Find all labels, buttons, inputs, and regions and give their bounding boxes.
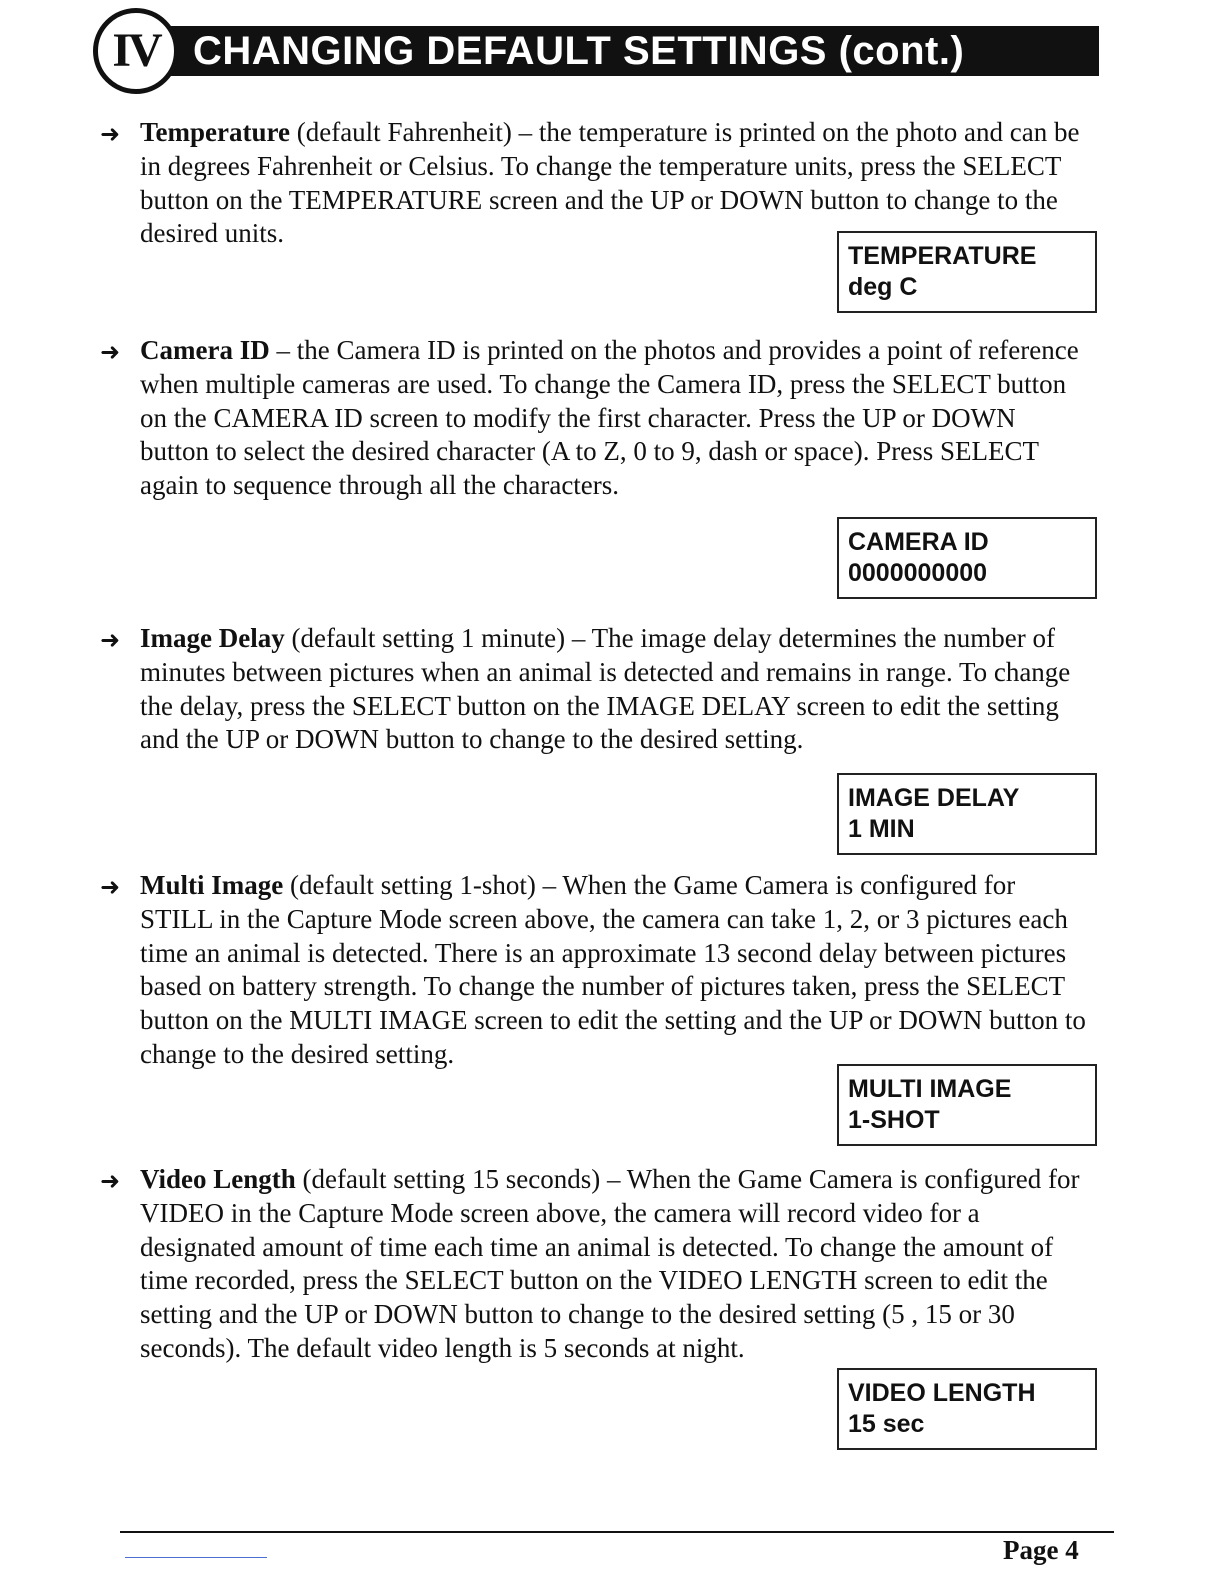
setting-text: – the Camera ID is printed on the photos and provides a point of reference when multiple cameras are used. To change the Camera ID, press the SELECT button on the CAMERA ID screen to modify the first character. Press the UP or DOWN button to select the desired character (A to Z, 0 to 9, dash or space). Press SELECT again to sequence through all the characters.	[140, 335, 1079, 501]
lcd-line-2: 15 sec	[848, 1410, 925, 1438]
setting-description	[100, 622, 1090, 757]
setting-section-image-delay	[100, 622, 1090, 757]
lcd-line-1: CAMERA ID	[848, 528, 989, 556]
arrow-right-icon: ➜	[100, 626, 121, 654]
footer-divider	[120, 1531, 1114, 1533]
setting-section-video-length	[100, 1163, 1090, 1366]
lcd-display-multi-image	[837, 1064, 1097, 1146]
setting-term: Multi Image	[140, 870, 284, 900]
lcd-display-camera-id	[837, 517, 1097, 599]
arrow-right-icon: ➜	[100, 120, 121, 148]
footer-link-underline	[125, 1557, 267, 1558]
lcd-line-1: IMAGE DELAY	[848, 784, 1020, 812]
page-title: CHANGING DEFAULT SETTINGS (cont.)	[143, 26, 1099, 76]
lcd-line-1: TEMPERATURE	[848, 242, 1037, 270]
chapter-number-badge: IV	[93, 8, 179, 94]
setting-term: Camera ID	[140, 335, 270, 365]
lcd-display-video-length	[837, 1368, 1097, 1450]
lcd-line-2: deg C	[848, 273, 918, 301]
setting-text: (default setting 1-shot) – When the Game Camera is configured for STILL in the Capture Mode screen above, the camera can take 1, 2, or 3 pictures each time an animal is detected. There is an approximate 13 second delay between pictures based on battery strength. To change the number of pictures taken, press the SELECT button on the MULTI IMAGE screen to edit the setting and the UP or DOWN button to change to the desired setting.	[140, 870, 1086, 1069]
setting-text: (default setting 1 minute) – The image delay determines the number of minutes between pictures when an animal is detected and remains in range. To change the delay, press the SELECT button on the IMAGE DELAY screen to edit the setting and the UP or DOWN button to change to the desired setting.	[140, 623, 1071, 755]
setting-section-multi-image	[100, 869, 1090, 1072]
setting-description	[100, 1163, 1090, 1366]
arrow-right-icon: ➜	[100, 873, 121, 901]
setting-description	[100, 334, 1090, 503]
arrow-right-icon: ➜	[100, 1167, 121, 1195]
lcd-display-image-delay	[837, 773, 1097, 855]
lcd-line-2: 1-SHOT	[848, 1106, 940, 1134]
setting-description	[100, 869, 1090, 1072]
setting-term: Image Delay	[140, 623, 285, 653]
page-header	[93, 4, 1099, 94]
setting-text: (default setting 15 seconds) – When the Game Camera is configured for VIDEO in the Capture Mode screen above, the camera will record video for a designated amount of time each time an animal is detected. To change the amount of time recorded, press the SELECT button on the VIDEO LENGTH screen to edit the setting and the UP or DOWN button to change to the desired setting (5 , 15 or 30 seconds). The default video length is 5 seconds at night.	[140, 1164, 1080, 1363]
setting-section-camera-id	[100, 334, 1090, 503]
lcd-line-1: VIDEO LENGTH	[848, 1379, 1036, 1407]
lcd-line-1: MULTI IMAGE	[848, 1075, 1012, 1103]
arrow-right-icon: ➜	[100, 338, 121, 366]
lcd-line-2: 0000000000	[848, 559, 988, 587]
setting-term: Temperature	[140, 117, 290, 147]
setting-term: Video Length	[140, 1164, 296, 1194]
page-number: Page 4	[1003, 1535, 1079, 1565]
lcd-display-temperature	[837, 231, 1097, 313]
setting-text: (default Fahrenheit) – the temperature is printed on the photo and can be in degrees Fahrenheit or Celsius. To change the temperature units, press the SELECT button on the TEMPERATURE screen and the UP or DOWN button to change to the desired units.	[140, 117, 1080, 249]
lcd-line-2: 1 MIN	[848, 815, 915, 843]
